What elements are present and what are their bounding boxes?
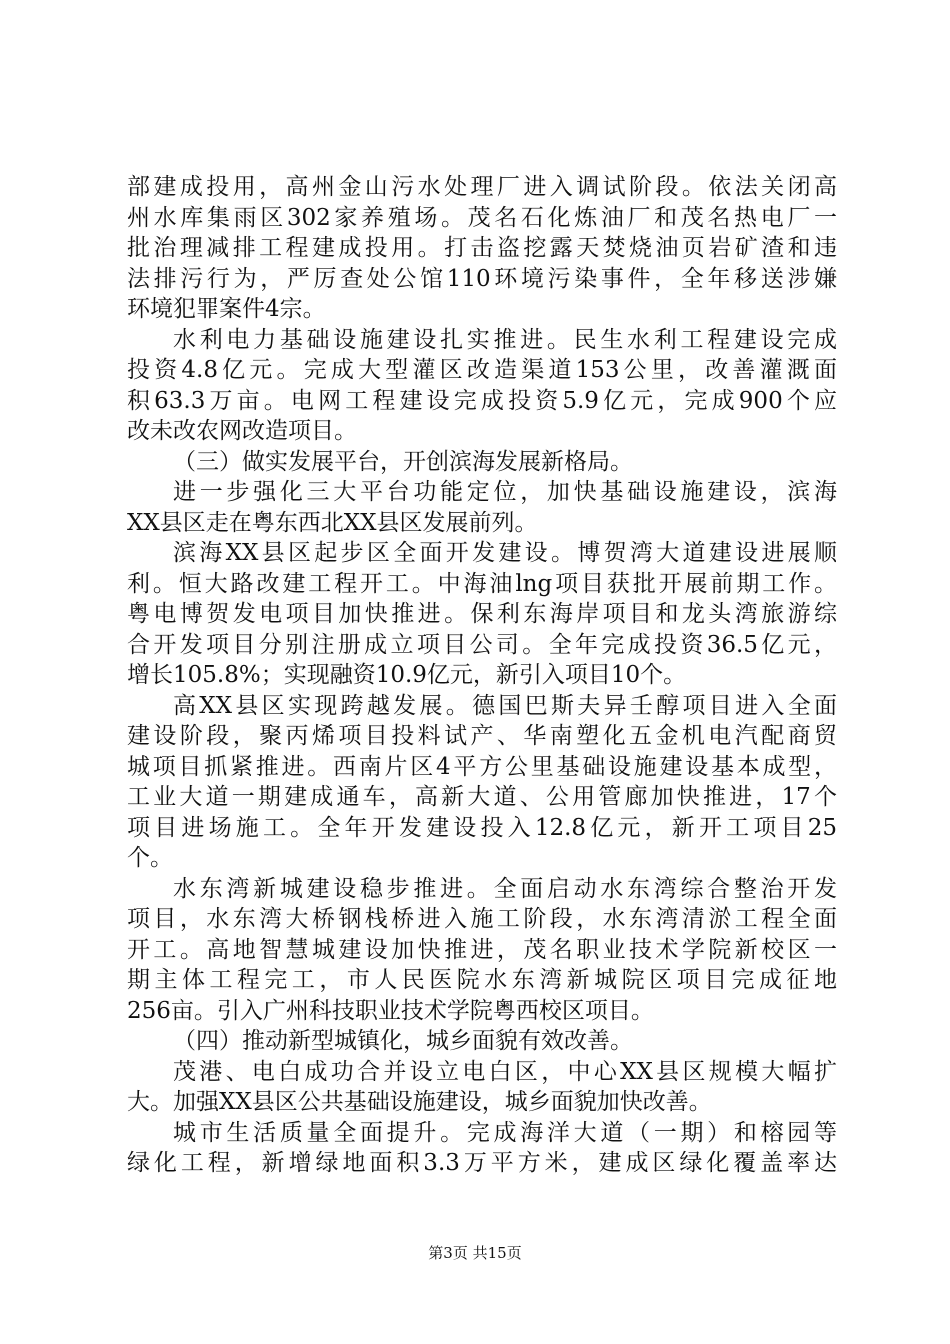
text-line: 个。 (127, 845, 173, 871)
text-line: 建设阶段，聚丙烯项目投料试产、华南塑化五金机电汽配商贸 (127, 723, 837, 749)
page-number-label: 第3页 共15页 (428, 1244, 522, 1262)
text-line: 期主体工程完工，市人民医院水东湾新城院区项目完成征地 (127, 967, 837, 993)
text-line: 合开发项目分别注册成立项目公司。全年完成投资36.5亿元， (127, 631, 837, 658)
text-line: 大。加强XX县区公共基础设施建设，城乡面貌加快改善。 (127, 1089, 712, 1115)
page-footer (0, 1243, 950, 1263)
text-line: （四）推动新型城镇化，城乡面貌有效改善。 (173, 1028, 633, 1054)
text-line: 增长105.8%；实现融资10.9亿元，新引入项目10个。 (127, 662, 687, 688)
text-line: 项目，水东湾大桥钢栈桥进入施工阶段，水东湾清淤工程全面 (127, 906, 837, 932)
text-line: 城市生活质量全面提升。完成海洋大道（一期）和榕园等 (173, 1119, 837, 1146)
text-line: 256亩。引入广州科技职业技术学院粤西校区项目。 (127, 997, 654, 1024)
text-line: 投资4.8亿元。完成大型灌区改造渠道153公里，改善灌溉面 (127, 357, 837, 383)
text-line: 部建成投用，高州金山污水处理厂进入调试阶段。依法关闭高 (127, 174, 837, 200)
text-line: XX县区走在粤东西北XX县区发展前列。 (127, 509, 538, 536)
text-line: 法排污行为，严厉查处公馆110环境污染事件，全年移送涉嫌 (127, 265, 837, 292)
text-line: 利。恒大路改建工程开工。中海油lng项目获批开展前期工作。 (127, 570, 837, 597)
text-line: 水利电力基础设施建设扎实推进。民生水利工程建设完成 (173, 326, 837, 353)
text-line: 进一步强化三大平台功能定位，加快基础设施建设，滨海 (173, 479, 837, 505)
text-line: 高XX县区实现跨越发展。德国巴斯夫异壬醇项目进入全面 (173, 692, 837, 719)
text-line: 粤电博贺发电项目加快推进。保利东海岸项目和龙头湾旅游综 (127, 601, 837, 627)
text-line: 州水库集雨区302家养殖场。茂名石化炼油厂和茂名热电厂一 (127, 204, 837, 231)
text-line: （三）做实发展平台，开创滨海发展新格局。 (173, 448, 633, 475)
text-line: 批治理减排工程建成投用。打击盗挖露天焚烧油页岩矿渣和违 (127, 235, 837, 261)
document-body (127, 172, 837, 1179)
text-line: 水东湾新城建设稳步推进。全面启动水东湾综合整治开发 (173, 875, 837, 902)
text-line: 开工。高地智慧城建设加快推进，茂名职业技术学院新校区一 (127, 936, 837, 963)
text-line: 工业大道一期建成通车，高新大道、公用管廊加快推进，17个 (127, 784, 837, 810)
text-line: 改未改农网改造项目。 (127, 418, 357, 444)
text-line: 滨海XX县区起步区全面开发建设。博贺湾大道建设进展顺 (173, 540, 837, 566)
text-line: 项目进场施工。全年开发建设投入12.8亿元，新开工项目25 (127, 814, 837, 841)
text-line: 环境犯罪案件4宗。 (127, 296, 326, 322)
text-line: 茂港、电白成功合并设立电白区，中心XX县区规模大幅扩 (173, 1058, 837, 1085)
text-line: 城项目抓紧推进。西南片区4平方公里基础设施建设基本成型， (127, 753, 837, 780)
text-line: 绿化工程，新增绿地面积3.3万平方米，建成区绿化覆盖率达 (127, 1150, 837, 1176)
text-line: 积63.3万亩。电网工程建设完成投资5.9亿元，完成900个应 (127, 387, 837, 414)
